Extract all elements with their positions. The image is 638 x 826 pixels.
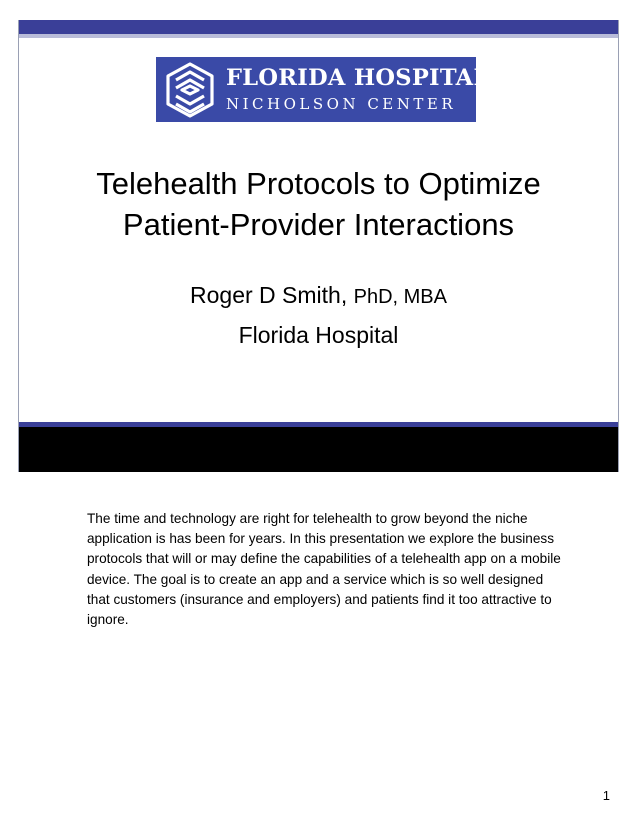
slide-footer-band bbox=[19, 427, 618, 472]
slide-title-line-2: Patient-Provider Interactions bbox=[122, 207, 515, 242]
author-name: Roger D Smith, bbox=[190, 282, 354, 308]
author-credentials: PhD, MBA bbox=[353, 286, 447, 308]
slide-top-band bbox=[19, 20, 618, 34]
slide-frame bbox=[18, 20, 619, 472]
page-number: 1 bbox=[602, 788, 610, 803]
slide-top-band-accent bbox=[19, 34, 618, 38]
logo-wordmark bbox=[226, 67, 490, 112]
author-line bbox=[19, 280, 618, 312]
logo-title: FLORIDA HOSPITAL bbox=[226, 65, 490, 92]
presentation-notes: The time and technology are right for telehealth to grow beyond the niche application is has been for years. In this presentation we explore the business protocols that will or may define the capabilities of a telehealth app on a mobile device. The goal is to create an app and a service which is so well designed that customers (insurance and employers) and patients find it too attractive to ignore. bbox=[87, 511, 561, 628]
organization: Florida Hospital bbox=[238, 322, 399, 348]
florida-hospital-mark-icon bbox=[160, 60, 220, 120]
logo-subtitle: NICHOLSON CENTER bbox=[226, 94, 457, 113]
florida-hospital-logo bbox=[156, 57, 490, 122]
slide-title bbox=[19, 163, 618, 245]
slide-title-line-1: Telehealth Protocols to Optimize bbox=[96, 166, 541, 201]
